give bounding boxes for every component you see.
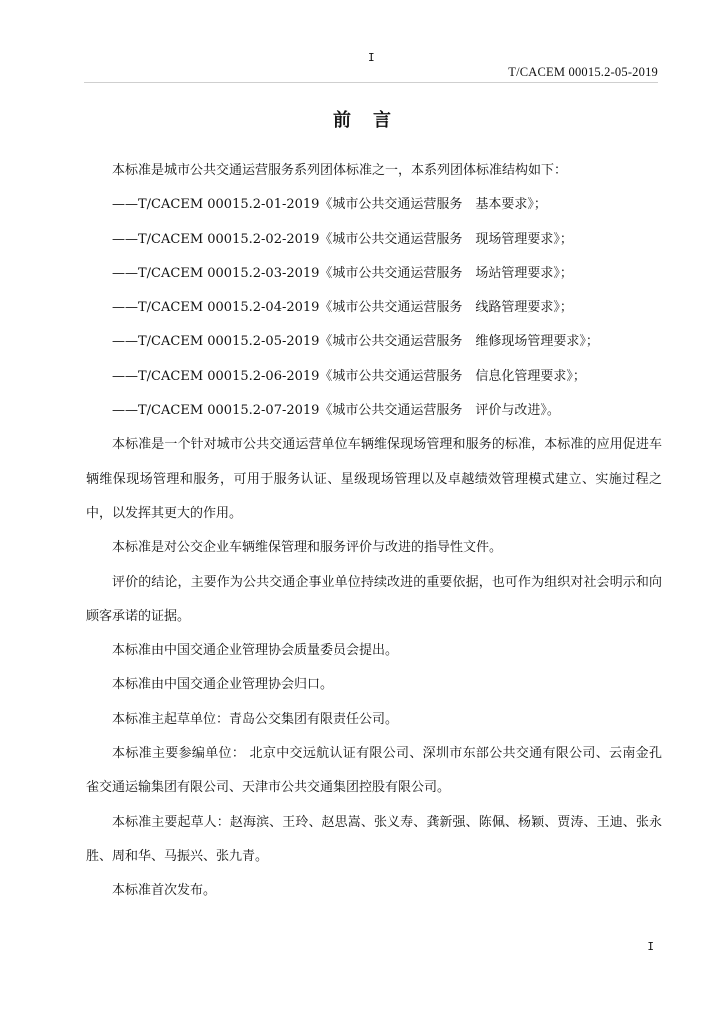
series-list-item: ——T/CACEM 00015.2-01-2019《城市公共交通运营服务 基本要求》； (112, 197, 547, 213)
series-list-item: ——T/CACEM 00015.2-04-2019《城市公共交通运营服务 线路管理要求》； (112, 300, 573, 316)
proposer-paragraph: 本标准由中国交通企业管理协会质量委员会提出。 (112, 643, 399, 659)
scope-paragraph: 本标准是一个针对城市公共交通运营单位车辆维保现场管理和服务的标准，本标准的应用促进车辆维保现场管理和服务，可用于服务认证、星级现场管理以及卓越绩效管理模式建立、实施过程之中，以发挥其更大的作用。 (86, 437, 662, 521)
custody-paragraph: 本标准由中国交通企业管理协会归口。 (112, 677, 334, 693)
intro-paragraph: 本标准是城市公共交通运营服务系列团体标准之一，本系列团体标准结构如下： (112, 163, 568, 178)
evaluation-paragraph: 评价的结论，主要作为公共交通企事业单位持续改进的重要依据，也可作为组织对社会明示和向顾客承诺的证据。 (86, 574, 662, 624)
series-list-item: ——T/CACEM 00015.2-06-2019《城市公共交通运营服务 信息化管理要求》； (112, 368, 586, 384)
first-release-paragraph: 本标准首次发布。 (112, 883, 217, 899)
page-title: 前言 (333, 110, 413, 131)
document-code: T/CACEM 00015.2-05-2019 (508, 65, 658, 79)
series-list-item: ——T/CACEM 00015.2-03-2019《城市公共交通运营服务 场站管理要求》； (112, 265, 573, 281)
main-drafter-unit-paragraph: 本标准主起草单位：青岛公交集团有限责任公司。 (112, 711, 399, 727)
series-list-item: ——T/CACEM 00015.2-05-2019《城市公共交通运营服务 维修现场管理要求》； (112, 334, 599, 350)
top-page-mark: I (368, 51, 375, 64)
guidance-paragraph: 本标准是对公交企业车辆维保管理和服务评价与改进的指导性文件。 (112, 540, 503, 556)
drafters-paragraph: 本标准主要起草人：赵海滨、王玲、赵思嵩、张义寿、龚新强、陈佩、杨颖、贾涛、王迪、张永胜、周和华、马振兴、张九青。 (86, 814, 662, 864)
series-list-item: ——T/CACEM 00015.2-02-2019《城市公共交通运营服务 现场管理要求》； (112, 231, 573, 247)
series-list-item: ——T/CACEM 00015.2-07-2019《城市公共交通运营服务 评价与改进》。 (112, 403, 560, 419)
page-number: I (647, 940, 654, 953)
header-divider (84, 82, 658, 83)
foreword-body (86, 154, 662, 909)
participating-units-paragraph: 本标准主要参编单位： 北京中交远航认证有限公司、深圳市东部公共交通有限公司、云南金孔雀交通运输集团有限公司、天津市公共交通集团控股有限公司。 (86, 746, 662, 796)
